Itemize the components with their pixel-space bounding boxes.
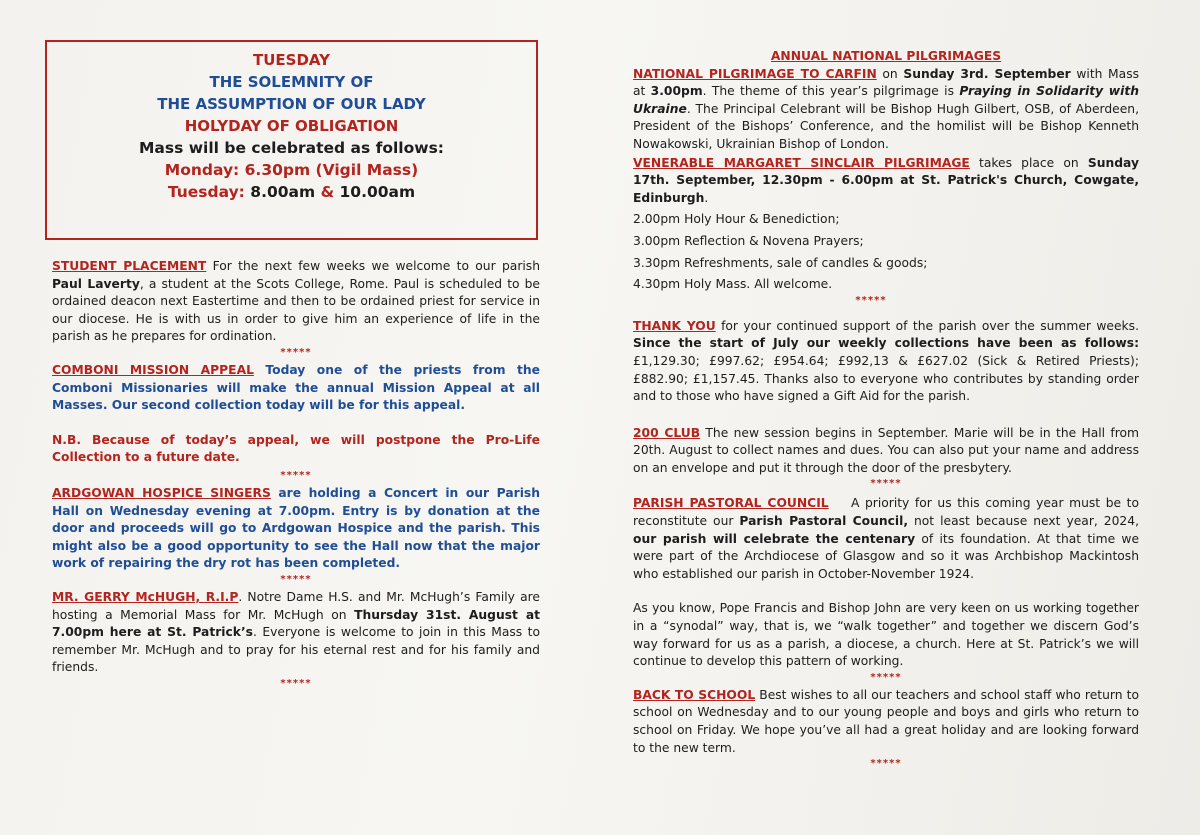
ardgowan-text: are holding a Concert in our Parish Hall on Wednesday evening at 7.00pm. Entry is by donation at the door and proceeds will go to Ardgowan Hospice and the parish. This might also be a good opportunity to see the Hall now that the major work of repairing the dry rot has been completed. xyxy=(52,485,540,571)
separator-stars: ***** xyxy=(855,294,887,306)
thank-you-text-2: £1,129.30; £997.62; £954.64; £992,13 & £627.02 (Sick & Retired Priests); £882.90; £1,157.45. Thanks also to everyone who contributes by standing order and to those who have signed a Gift Aid for the parish. xyxy=(633,353,1139,404)
box-line-solemnity: THE SOLEMNITY OF xyxy=(209,73,374,91)
right-column xyxy=(633,48,1143,771)
student-text-2: , a student at the Scots College, Rome. Paul is scheduled to be ordained deacon next Eastertime and then to be ordained priest for service in our diocese. He is with us in order to give him an experience of life in the parish as he prepares for ordination. xyxy=(52,276,540,344)
separator-stars: ***** xyxy=(280,677,312,689)
mchugh-section xyxy=(52,589,540,677)
comboni-heading: COMBONI MISSION APPEAL xyxy=(52,362,254,377)
box-line-assumption: THE ASSUMPTION OF OUR LADY xyxy=(157,95,426,113)
sinclair-section xyxy=(633,155,1139,208)
separator-stars: ***** xyxy=(870,758,902,770)
ardgowan-heading: ARDGOWAN HOSPICE SINGERS xyxy=(52,485,271,500)
carfin-text-2: with Mass at xyxy=(633,66,1140,99)
monday-label: Monday: 6.30pm xyxy=(164,161,311,179)
separator-stars: ***** xyxy=(280,469,312,481)
box-line-mass: Mass will be celebrated as follows: xyxy=(138,139,445,157)
carfin-time: 3.00pm xyxy=(650,84,703,99)
sinclair-schedule xyxy=(633,211,1139,293)
mchugh-text-1: . Notre Dame H.S. and Mr. McHugh’s Family are hosting a Memorial Mass for Mr. McHugh on xyxy=(52,589,540,622)
comboni-text: Today one of the priests from the Comboni Missionaries will make the annual Mission Appeal at all Masses. Our second collection today will be for this appeal. xyxy=(52,362,540,413)
student-name: Paul Laverty xyxy=(52,276,140,291)
carfin-text-3: . The theme of this year’s pilgrimage is xyxy=(702,84,960,99)
separator-stars: ***** xyxy=(280,346,312,358)
club-heading: 200 CLUB xyxy=(633,425,701,440)
thank-you-section xyxy=(633,318,1139,406)
club-section xyxy=(633,425,1139,478)
club-text: The new session begins in September. Marie will be in the Hall from 20th. August to collect names and dues. You can also put your name and address on an envelope and put it through the door of the presbytery. xyxy=(633,425,1140,475)
schedule-item: 4.30pm Holy Mass. All welcome. xyxy=(633,277,833,292)
comboni-nb: N.B. Because of today’s appeal, we will postpone the Pro-Life Collection to a future date. xyxy=(52,432,540,465)
tuesday-label: Tuesday: xyxy=(167,183,245,201)
council-paragraph-2: As you know, Pope Francis and Bishop John are very keen on us working together in a “synodal” way, that is, we “walk together” and together we discern God’s way forward for us as a parish, a diocese, a church. Here at St. Patrick’s we will continue to develop this pattern of working. xyxy=(633,601,1139,669)
pilgrimages-title: ANNUAL NATIONAL PILGRIMAGES xyxy=(770,49,1002,63)
carfin-heading: NATIONAL PILGRIMAGE TO CARFIN xyxy=(633,66,877,81)
schedule-item: 3.00pm Reflection & Novena Prayers; xyxy=(633,233,864,248)
sinclair-details: Sunday 17th. September, 12.30pm - 6.00pm at St. Patrick's Church, Cowgate, Edinburgh xyxy=(633,155,1139,205)
sinclair-heading: VENERABLE MARGARET SINCLAIR PILGRIMAGE xyxy=(633,155,970,170)
monday-note: (Vigil Mass) xyxy=(315,161,419,179)
council-text-2: not least because next year, 2024, xyxy=(908,514,1139,529)
student-heading: STUDENT PLACEMENT xyxy=(52,259,207,273)
mchugh-bold: Thursday 31st. August at 7.00pm here at St. Patrick’s xyxy=(52,607,541,640)
carfin-date: Sunday 3rd. September xyxy=(903,66,1071,81)
student-placement-section xyxy=(52,258,540,346)
carfin-theme: Praying in Solidarity with Ukraine xyxy=(633,84,1139,116)
ardgowan-section xyxy=(52,485,540,573)
separator-stars: ***** xyxy=(280,573,312,585)
separator-stars: ***** xyxy=(870,671,902,683)
mchugh-text-2: . Everyone is welcome to join in this Mass to remember Mr. McHugh and to pray for his eternal rest and for his family and friends. xyxy=(52,625,540,675)
council-text-3: of its foundation. At that time we were part of the Archdiocese of Glasgow and so it was Archbishop Mackintosh who established our parish in October-November 1924. xyxy=(633,531,1140,581)
school-text: Best wishes to all our teachers and school staff who return to school on Wednesday and to our young people and boys and girls who return to school on Friday. We hope you’ve all had a great holiday and are looking forward to the new term. xyxy=(633,687,1139,755)
mchugh-heading: MR. GERRY McHUGH, R.I.P xyxy=(52,589,239,604)
thank-you-heading: THANK YOU xyxy=(633,318,716,333)
tuesday-amp: & xyxy=(320,183,335,201)
comboni-section xyxy=(52,362,540,415)
council-text-1: A priority for us this coming year must be to reconstitute our xyxy=(633,496,1143,529)
left-column xyxy=(52,258,540,691)
council-heading: PARISH PASTORAL COUNCIL xyxy=(633,496,829,511)
tuesday-time1: 8.00am xyxy=(250,183,316,201)
schedule-item: 2.00pm Holy Hour & Benediction; xyxy=(633,212,840,227)
tuesday-time2: 10.00am xyxy=(339,183,416,201)
box-line-monday xyxy=(47,159,536,181)
sinclair-text-2: . xyxy=(704,190,709,205)
box-line-tuesday: TUESDAY xyxy=(253,51,330,69)
carfin-text-1: on xyxy=(876,66,904,81)
student-text-1: For the next few weeks we welcome to our parish xyxy=(206,259,540,273)
separator-stars: ***** xyxy=(870,478,902,490)
carfin-text-4: . The Principal Celebrant will be Bishop Hugh Gilbert, OSB, of Aberdeen, President of the Bishops’ Conference, and the homilist will be Bishop Kenneth Nowakowski, Ukrainian Bishop of London. xyxy=(633,101,1139,151)
council-section xyxy=(633,495,1143,583)
sinclair-text-1: takes place on xyxy=(969,155,1088,170)
school-section xyxy=(633,687,1139,757)
assumption-notice-box xyxy=(45,40,538,240)
school-heading: BACK TO SCHOOL xyxy=(633,687,756,702)
carfin-section xyxy=(633,66,1139,154)
council-bold-2: our parish will celebrate the centenary xyxy=(633,531,916,546)
schedule-item: 3.30pm Refreshments, sale of candles & goods; xyxy=(633,255,928,270)
council-bold-1: Parish Pastoral Council, xyxy=(739,514,909,529)
thank-you-bold: Since the start of July our weekly collections have been as follows: xyxy=(633,336,1139,351)
box-line-holyday: HOLYDAY OF OBLIGATION xyxy=(184,117,399,135)
thank-you-text-1: for your continued support of the parish over the summer weeks. xyxy=(715,318,1139,333)
box-line-tuesday-times xyxy=(47,181,536,203)
